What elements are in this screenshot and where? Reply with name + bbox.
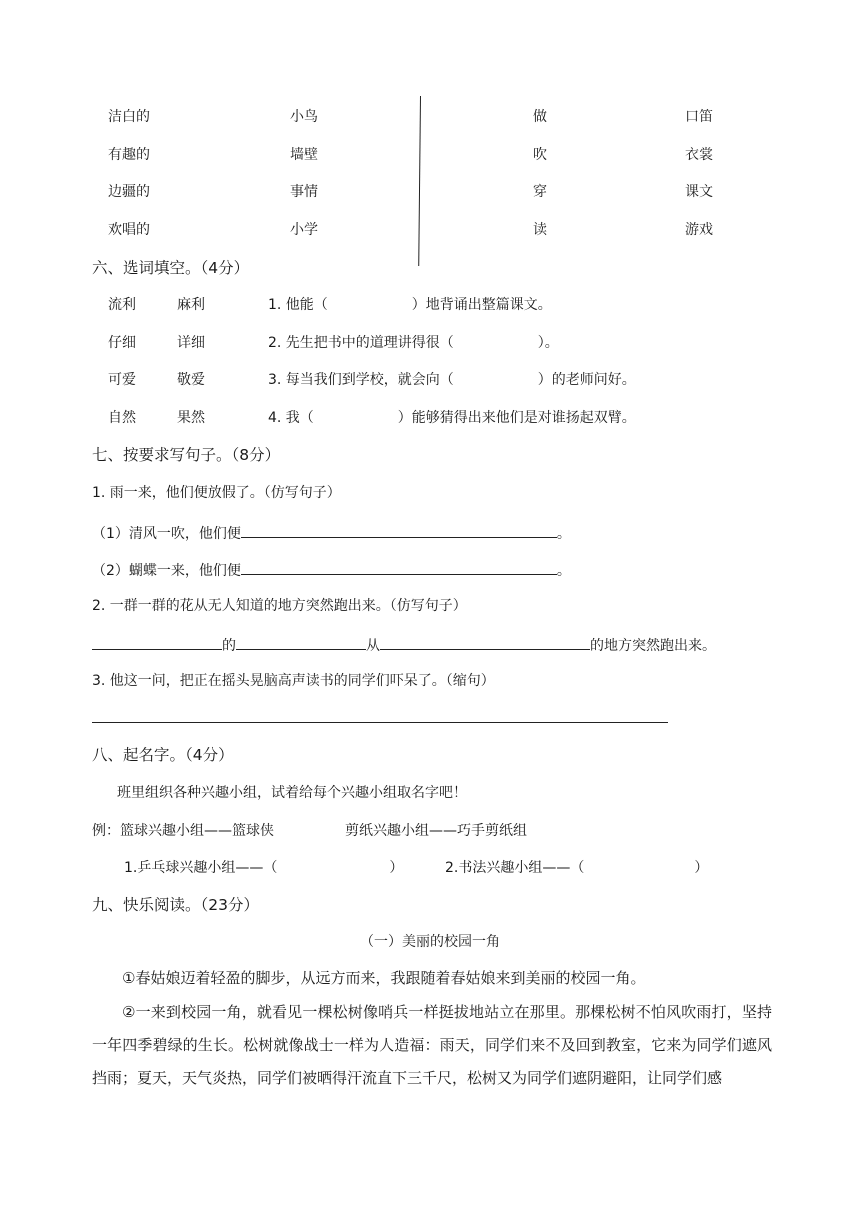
match-word: 衣裳	[685, 147, 713, 163]
choice-word: 详细	[177, 335, 205, 351]
example-1: 例：篮球兴趣小组——篮球侠	[92, 823, 274, 839]
match-word: 边疆的	[108, 184, 150, 200]
match-word: 穿	[533, 184, 547, 200]
section-7-title: 七、按要求写句子。（8分）	[92, 446, 281, 464]
connector-word: 从	[366, 638, 380, 654]
match-word: 游戏	[685, 222, 713, 238]
section-6-title: 六、选词填空。（4分）	[92, 259, 250, 277]
match-word: 吹	[533, 147, 547, 163]
match-word: 欢唱的	[108, 222, 150, 238]
blank-line[interactable]	[241, 559, 557, 575]
fill-sentence[interactable]: 1. 他能（ ）地背诵出整篇课文。	[268, 297, 552, 313]
answer-line-3	[92, 634, 716, 655]
match-word: 有趣的	[108, 147, 150, 163]
close-paren: ）	[694, 860, 709, 876]
naming-label: 2.书法兴趣小组——（	[445, 860, 585, 876]
answer-line-1	[92, 522, 571, 543]
choice-word: 果然	[177, 410, 205, 426]
choice-word: 自然	[108, 410, 136, 426]
question-2: 2. 一群一群的花从无人知道的地方突然跑出来。（仿写句子）	[92, 598, 467, 614]
section-8-intro: 班里组织各种兴趣小组，试着给每个兴趣小组取名字吧！	[117, 785, 467, 801]
choice-word: 仔细	[108, 335, 136, 351]
match-word: 小学	[290, 222, 318, 238]
section-9-title: 九、快乐阅读。（23分）	[92, 896, 259, 914]
naming-item-2	[445, 859, 708, 877]
match-word: 课文	[685, 184, 713, 200]
passage-title: （一）美丽的校园一角	[360, 934, 500, 950]
match-word: 洁白的	[108, 109, 150, 125]
blank-line[interactable]	[92, 634, 222, 650]
example-2: 剪纸兴趣小组——巧手剪纸组	[345, 823, 527, 839]
sentence-end: 的地方突然跑出来。	[590, 638, 716, 654]
fill-sentence[interactable]: 3. 每当我们到学校，就会向（ ）的老师问好。	[268, 372, 636, 388]
blank-line[interactable]	[380, 634, 590, 650]
match-word: 做	[533, 109, 547, 125]
choice-word: 敬爱	[177, 372, 205, 388]
blank-line[interactable]	[241, 522, 557, 538]
naming-label: 1.乒乓球兴趣小组——（	[124, 860, 278, 876]
answer-line-2	[92, 559, 571, 580]
match-word: 小鸟	[290, 109, 318, 125]
answer-prompt: （2）蝴蝶一来，他们便	[92, 563, 241, 579]
match-word: 读	[533, 222, 547, 238]
match-word: 口笛	[685, 109, 713, 125]
divider-line	[418, 96, 421, 266]
question-3: 3. 他这一问，把正在摇头晃脑高声读书的同学们吓呆了。（缩句）	[92, 673, 495, 689]
close-paren: ）	[389, 860, 404, 876]
fill-sentence[interactable]: 4. 我（ ）能够猜得出来他们是对谁扬起双臂。	[268, 410, 636, 426]
period: 。	[556, 526, 571, 542]
naming-item-1	[124, 859, 403, 877]
question-1: 1. 雨一来，他们便放假了。（仿写句子）	[92, 485, 341, 501]
section-8-title: 八、起名字。（4分）	[92, 746, 234, 764]
blank-line[interactable]	[92, 722, 668, 723]
choice-word: 麻利	[177, 297, 205, 313]
period: 。	[556, 563, 571, 579]
choice-word: 流利	[108, 297, 136, 313]
match-word: 事情	[290, 184, 318, 200]
answer-prompt: （1）清风一吹，他们便	[92, 526, 241, 542]
passage-paragraph-1: ①春姑娘迈着轻盈的脚步，从远方而来，我跟随着春姑娘来到美丽的校园一角。	[122, 969, 646, 987]
passage-paragraph-2: ②一来到校园一角，就看见一棵松树像哨兵一样挺拔地站立在那里。那棵松树不怕风吹雨打，坚持一年四季碧绿的生长。松树就像战士一样为人造福：雨天，同学们来不及回到教室，它来为同学们遮风挡雨；夏天，天气炎热，同学们被晒得汗流直下三千尺，松树又为同学们遮阴避阳，让同学们感	[92, 1003, 772, 1087]
fill-sentence[interactable]: 2. 先生把书中的道理讲得很（ ）。	[268, 335, 559, 351]
blank-line[interactable]	[236, 634, 366, 650]
match-word: 墙壁	[290, 147, 318, 163]
connector-word: 的	[222, 638, 236, 654]
choice-word: 可爱	[108, 372, 136, 388]
